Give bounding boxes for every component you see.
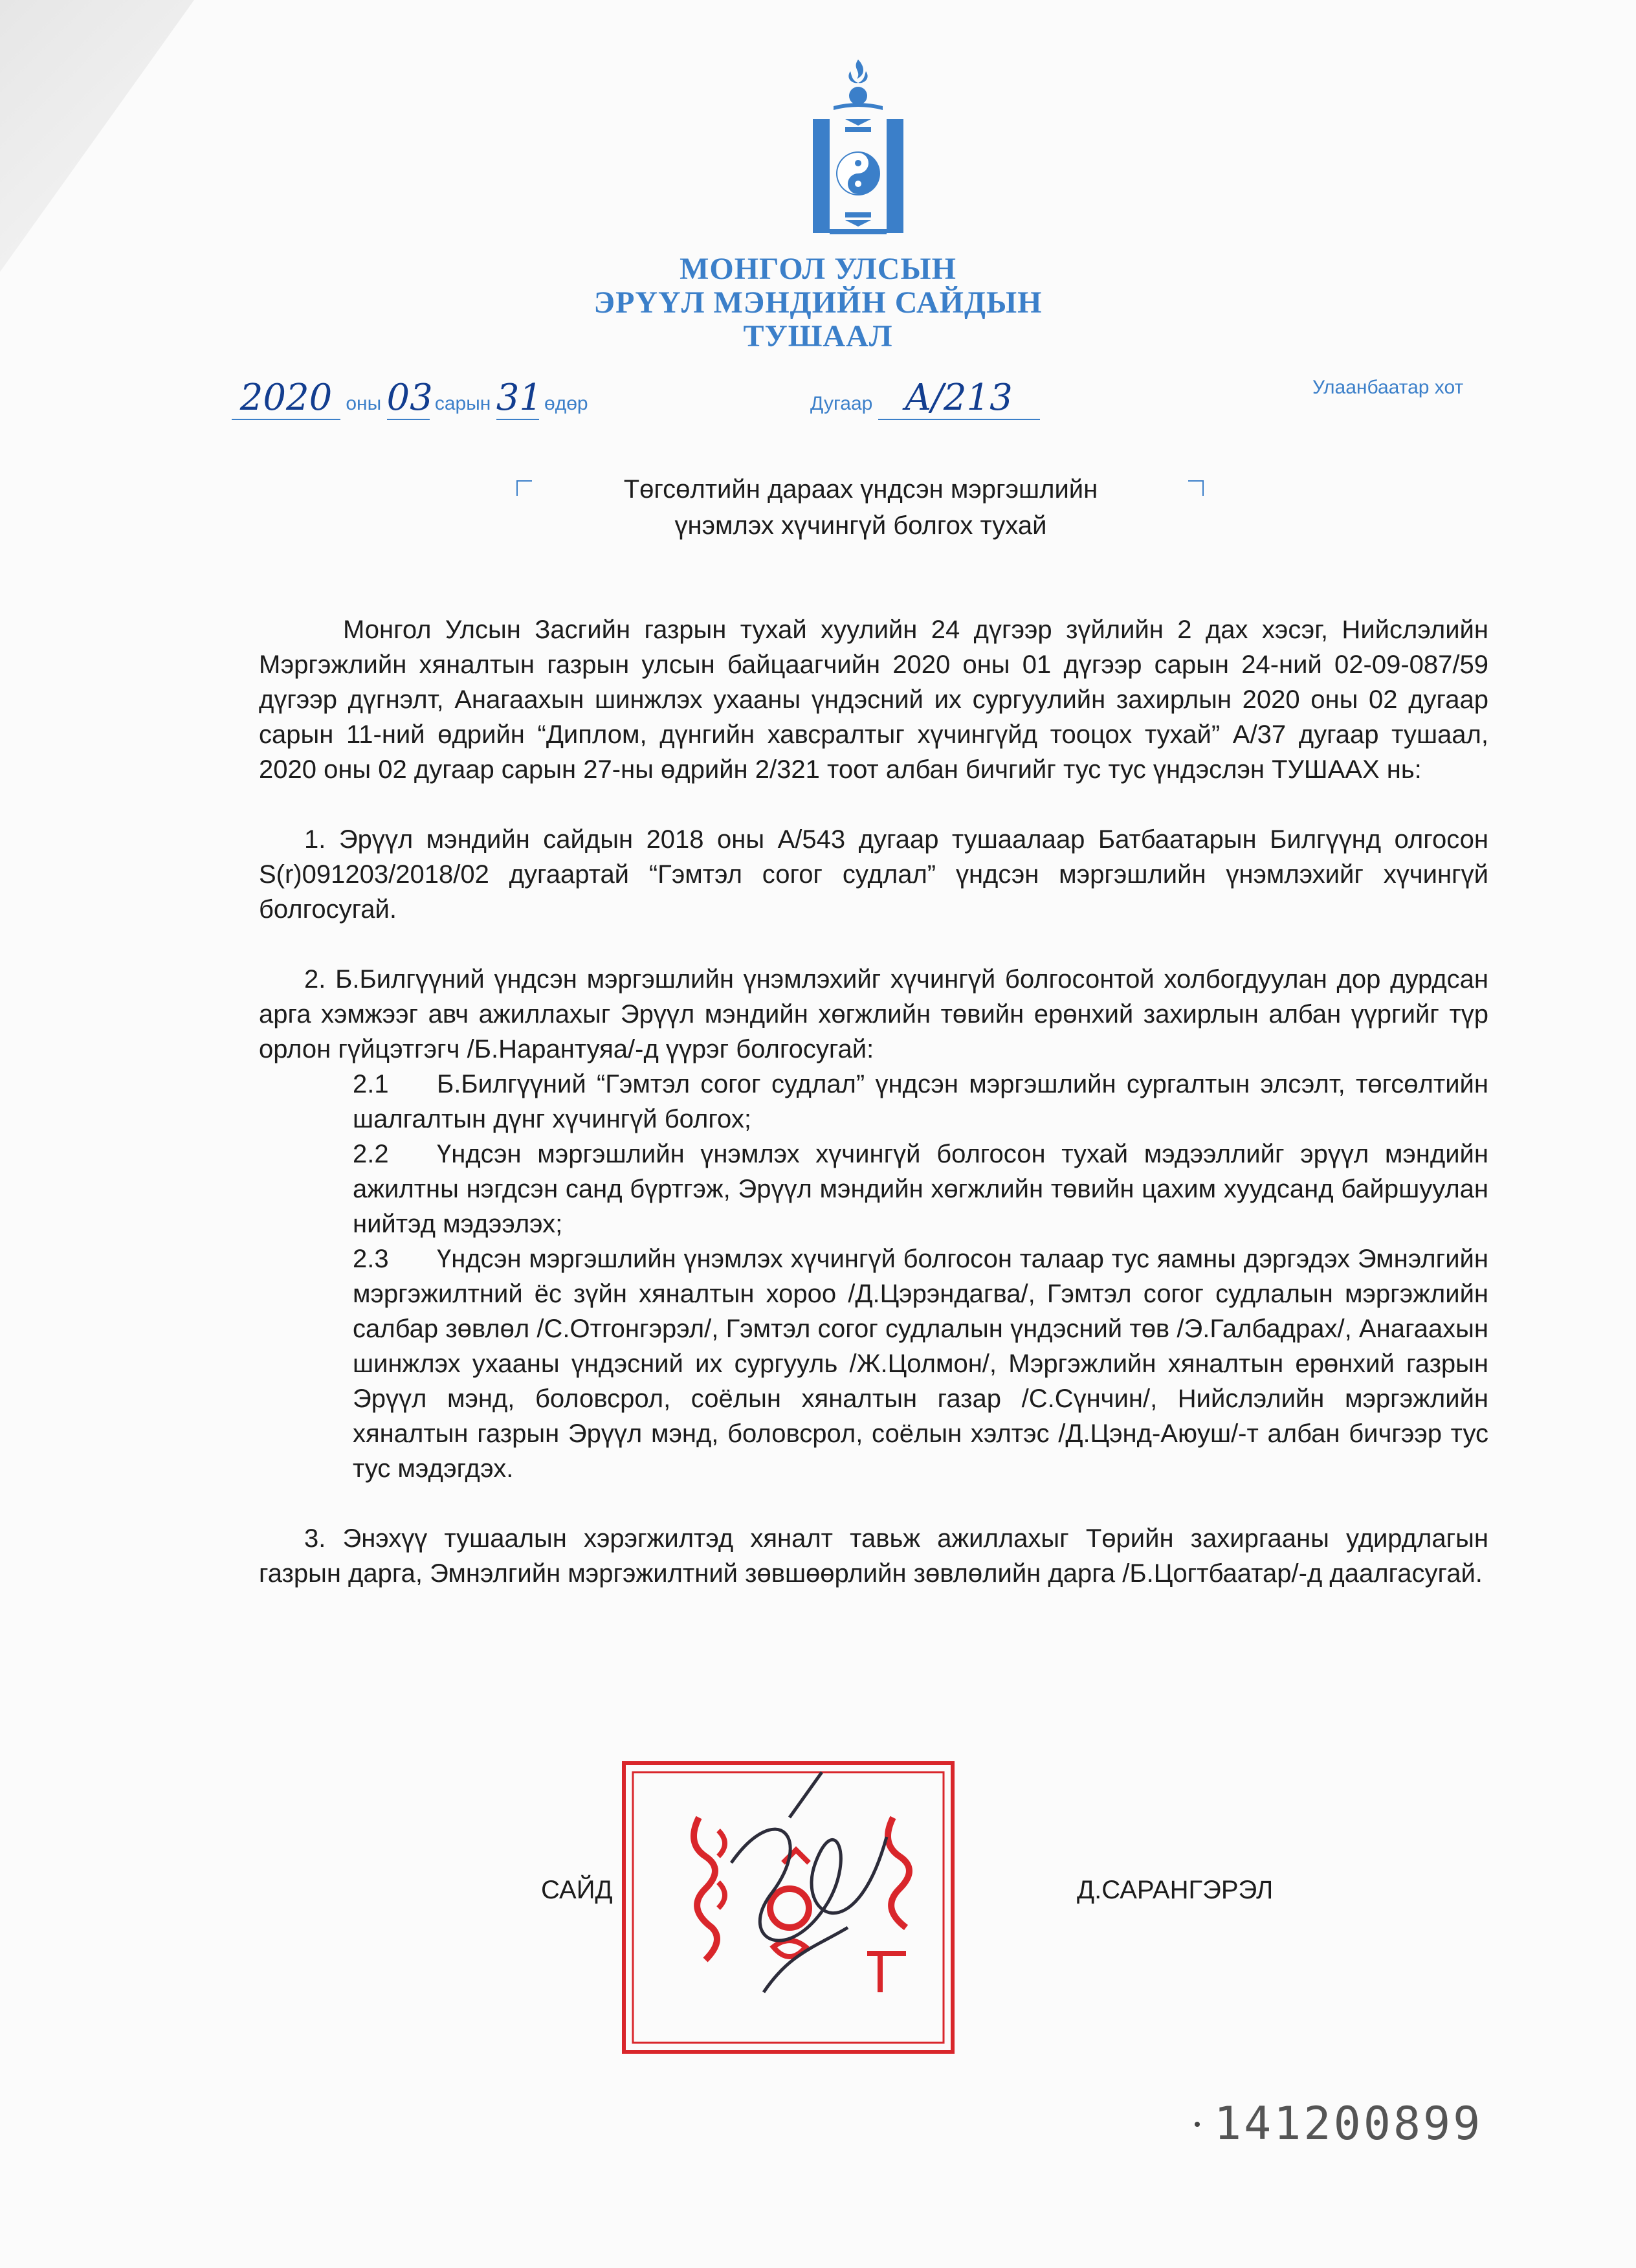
- date-year: 2020: [232, 377, 340, 420]
- item-2: 2. Б.Билгүүний үндсэн мэргэшлийн үнэмлэхийг хүчингүй болгосонтой холбогдуулан дор дурдсан арга хэмжээг авч ажиллахыг Эрүүл мэндийн хөгжлийн төвийн ерөнхий захирлын албан үүргийг түр орлон гүйцэтгэгч /Б.Нарантуяа/-д үүрэг болгосугай:: [259, 965, 1488, 1063]
- document-serial-number: 141200899: [1214, 2097, 1483, 2150]
- header-order: ТУШААЛ: [743, 319, 893, 353]
- item-2-3: [259, 1241, 1488, 1486]
- signatory-title: САЙД: [541, 1876, 613, 1904]
- date-line: [232, 377, 588, 420]
- page-corner-fold: [0, 0, 194, 272]
- order-number: A/213: [878, 377, 1040, 420]
- date-month-suffix: сарын: [434, 393, 491, 414]
- city: Улаанбаатар хот: [1312, 377, 1464, 398]
- item-2-3-number: 2.3: [353, 1245, 389, 1273]
- order-subject: [505, 471, 1217, 544]
- item-3: 3. Энэхүү тушаалын хэрэгжилтэд хяналт тавьж ажиллахыг Төрийн захиргааны удирдлагын газрын дарга, Эмнэлгийн мэргэжилтний зөвшөөрлийн зөвлөлийн дарга /Б.Цогтбаатар/-д даалгасугай.: [259, 1524, 1488, 1588]
- item-2-1-text: Б.Билгүүний “Гэмтэл согог судлал” үндсэн мэргэшлийн сургалтын элсэлт, төгсөлтийн шалгалтын дүнг хүчингүй болгох;: [353, 1070, 1488, 1133]
- official-stamp-with-signature: [621, 1759, 958, 2057]
- order-body: [259, 612, 1488, 1591]
- subject-line-2: үнэмлэх хүчингүй болгох тухай: [674, 511, 1047, 540]
- date-day: 31: [496, 377, 542, 419]
- item-2-2-text: Үндсэн мэргэшлийн үнэмлэх хүчингүй болгосон тухай мэдээллийг эрүүл мэндийн ажилтны нэгдсэн санд бүртгэж, Эрүүл мэндийн хөгжлийн төвийн цахим хуудсанд байршуулан нийтэд мэдээлэх;: [353, 1140, 1488, 1238]
- order-number-line: [810, 377, 1040, 420]
- item-1: 1. Эрүүл мэндийн сайдын 2018 оны А/543 дугаар тушаалаар Батбаатарын Билгүүнд олгосон S(r)091203/2018/02 дугаартай “Гэмтэл согог судлал” үндсэн мэргэшлийн үнэмлэхийг хүчингүй болгосугай.: [259, 825, 1488, 924]
- header-ministry: ЭРҮҮЛ МЭНДИЙН САЙДЫН: [593, 285, 1043, 320]
- item-2-1: [259, 1067, 1488, 1137]
- item-2-3-text: Үндсэн мэргэшлийн үнэмлэх хүчингүй болгосон талаар тус яамны дэргэдэх Эмнэлгийн мэргэжилтний ёс зүйн хяналтын хороо /Д.Цэрэндагва/, Гэмтэл согог судлалын мэргэжлийн салбар зөвлөл /С.Отгонгэрэл/, Гэмтэл согог судлалын үндэсний төв /Э.Галбадрах/, Анагаахын шинжлэх ухааны үндэсний их сургууль /Ж.Цолмон/, Мэргэжлийн хяналтын ерөнхий газрын Эрүүл мэнд, боловсрол, соёлын хяналтын газар /С.Сүнчин/, Нийслэлийн мэргэжлийн хяналтын газрын Эрүүл мэнд, боловсрол, соёлын хэлтэс /Д.Цэнд-Аюуш/-т албан бичгээр тус тус мэдэгдэх.: [353, 1245, 1488, 1483]
- preamble: Монгол Улсын Засгийн газрын тухай хуулийн 24 дүгээр зүйлийн 2 дах хэсэг, Нийслэлийн Мэргэжлийн хяналтын газрын улсын байцаагчийн 2020 оны 01 дүгээр сарын 24-ний 02-09-087/59 дүгээр дүгнэлт, Анагаахын шинжлэх ухааны үндэсний их сургуулийн захирлын 2020 оны 02 дугаар сарын 11-ний өдрийн “Диплом, дүнгийн хавсралтыг хүчингүйд тооцох тухай” А/37 дугаар тушаал, 2020 оны 02 дугаар сарын 27-ны өдрийн 2/321 тоот албан бичгийг тус тус үндэслэн ТУШААХ нь:: [259, 616, 1488, 784]
- item-2-1-number: 2.1: [353, 1070, 389, 1098]
- date-day-suffix: өдөр: [544, 393, 588, 414]
- order-number-label: Дугаар: [810, 393, 873, 414]
- item-2-2-number: 2.2: [353, 1140, 389, 1168]
- date-month: 03: [386, 377, 433, 419]
- signatory-name: Д.САРАНГЭРЭЛ: [1077, 1876, 1274, 1904]
- date-year-suffix: оны: [346, 393, 382, 414]
- item-2-2: [259, 1137, 1488, 1241]
- header-country: МОНГОЛ УЛСЫН: [680, 252, 956, 286]
- soyombo-emblem-icon: [800, 60, 916, 241]
- scan-dot: [1195, 2122, 1200, 2127]
- subject-line-1: Төгсөлтийн дараах үндсэн мэргэшлийн: [623, 475, 1098, 504]
